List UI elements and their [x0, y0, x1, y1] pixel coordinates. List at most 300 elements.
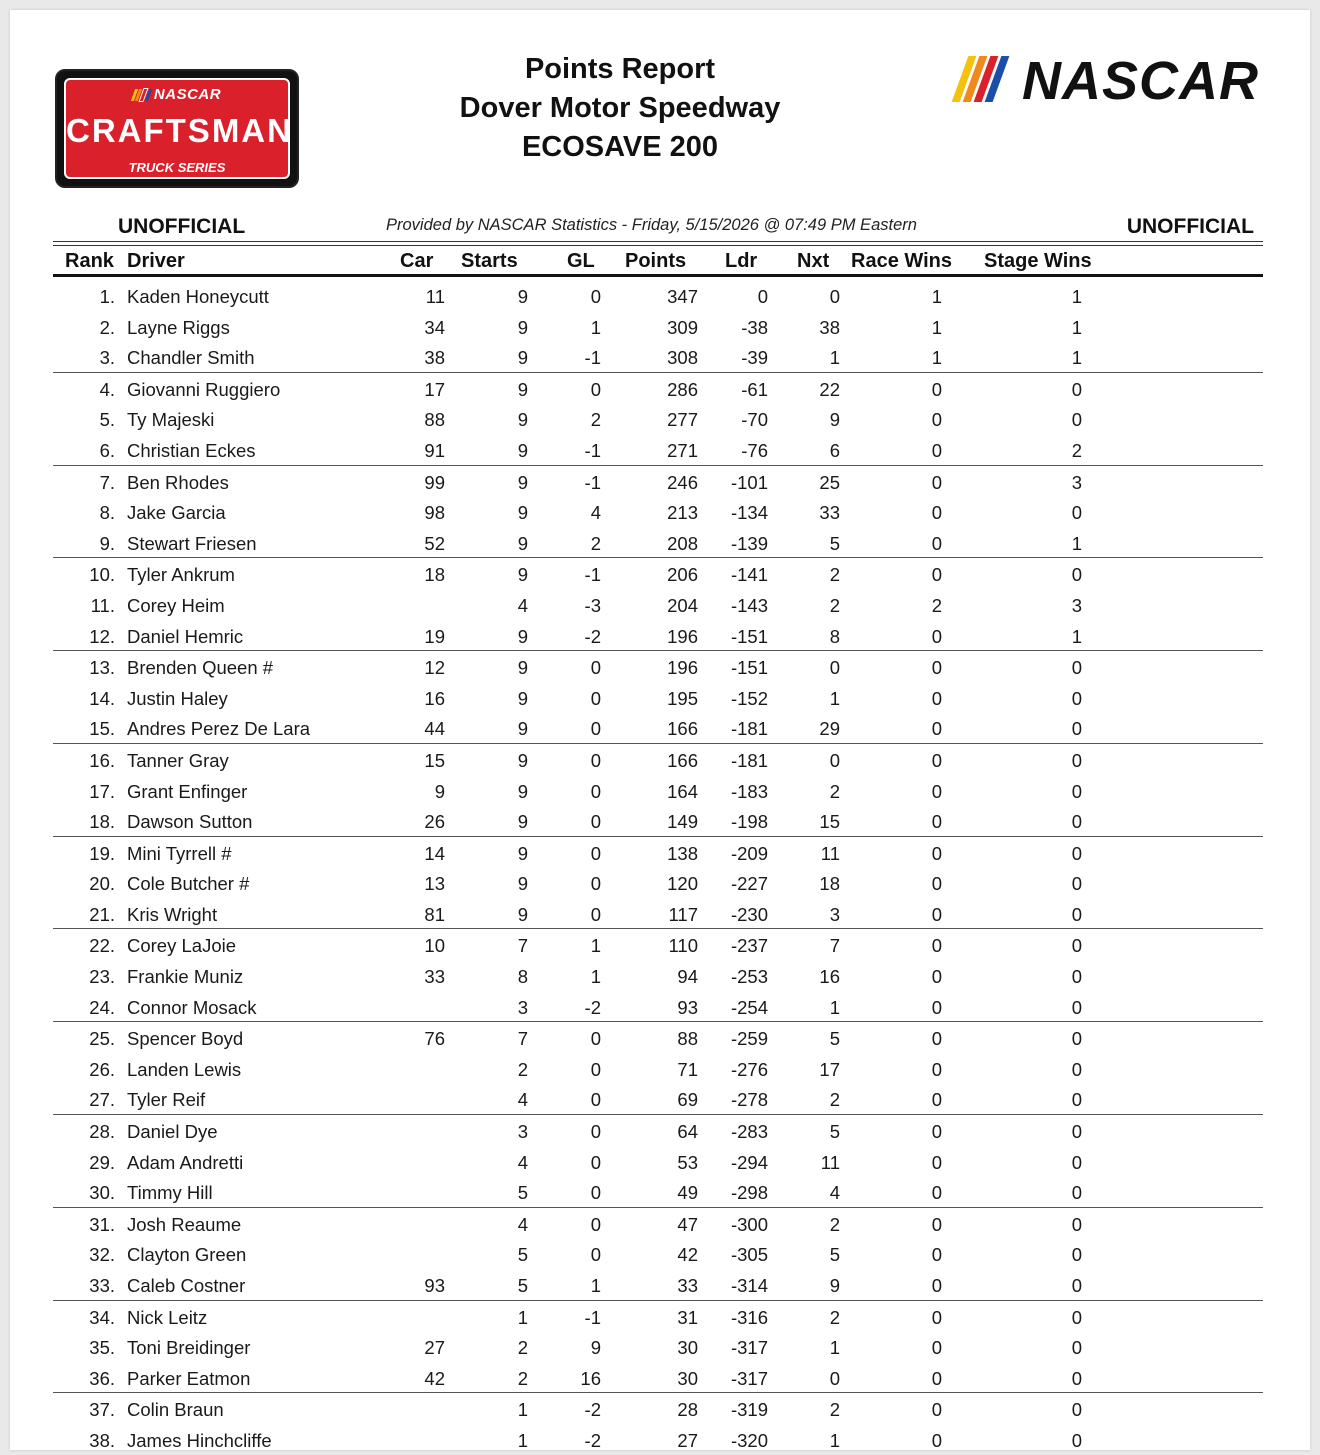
cell-nxt: 38	[819, 316, 840, 338]
cell-car: 52	[424, 532, 445, 554]
cell-rank: 18.	[89, 811, 115, 833]
cell-stage-wins: 0	[1071, 1058, 1082, 1080]
cell-starts: 1	[517, 1306, 528, 1328]
cell-race-wins: 0	[931, 749, 942, 771]
cell-points: 277	[667, 409, 698, 431]
cell-gl: 0	[590, 687, 601, 709]
cell-points: 196	[667, 625, 698, 647]
cell-rank: 15.	[89, 718, 115, 740]
table-row	[53, 1301, 1263, 1332]
cell-race-wins: 0	[931, 439, 942, 461]
cell-driver: Christian Eckes	[127, 439, 256, 461]
cell-gl: 4	[590, 502, 601, 524]
cell-starts: 5	[517, 1182, 528, 1204]
cell-rank: 4.	[99, 378, 115, 400]
cell-race-wins: 0	[931, 1028, 942, 1050]
cell-points: 213	[667, 502, 698, 524]
cell-points: 196	[667, 657, 698, 679]
cell-stage-wins: 0	[1071, 1275, 1082, 1296]
cell-stage-wins: 3	[1071, 471, 1082, 493]
cell-gl: 0	[590, 1151, 601, 1173]
cell-starts: 3	[517, 996, 528, 1018]
cell-rank: 32.	[89, 1244, 115, 1266]
header-race-wins: Race Wins	[851, 250, 952, 272]
cell-points: 195	[667, 687, 698, 709]
cell-starts: 9	[517, 502, 528, 524]
cell-points: 308	[667, 347, 698, 369]
cell-driver: Ty Majeski	[127, 409, 215, 431]
cell-race-wins: 0	[931, 1399, 942, 1421]
cell-driver: Dawson Sutton	[127, 811, 253, 833]
divider	[53, 241, 1263, 242]
cell-stage-wins: 1	[1071, 286, 1082, 307]
cell-nxt: 11	[820, 842, 840, 864]
cell-car: 14	[424, 842, 445, 864]
cell-stage-wins: 0	[1071, 1089, 1082, 1111]
table-row	[53, 341, 1263, 373]
cell-race-wins: 1	[931, 347, 942, 369]
cell-car: 12	[424, 657, 445, 679]
cell-gl: -1	[584, 564, 601, 586]
cell-starts: 9	[517, 873, 528, 895]
cell-ldr: -300	[730, 1213, 768, 1235]
cell-car: 98	[424, 502, 445, 524]
table-row	[53, 496, 1263, 527]
cell-gl: 2	[590, 409, 601, 431]
report-title	[390, 50, 850, 167]
cell-rank: 9.	[99, 532, 115, 554]
cell-nxt: 1	[829, 1429, 840, 1451]
cell-nxt: 1	[829, 687, 840, 709]
cell-rank: 31.	[89, 1213, 115, 1235]
cell-ldr: -181	[730, 749, 768, 771]
cell-starts: 9	[517, 286, 528, 307]
cell-starts: 9	[517, 842, 528, 864]
cell-race-wins: 0	[931, 1058, 942, 1080]
cell-ldr: -152	[730, 687, 768, 709]
cell-starts: 9	[517, 439, 528, 461]
cell-starts: 5	[517, 1275, 528, 1296]
table-row	[53, 775, 1263, 806]
cell-starts: 4	[517, 1213, 528, 1235]
cell-gl: 1	[590, 935, 601, 957]
cell-car: 11	[425, 286, 445, 307]
cell-ldr: -134	[730, 502, 768, 524]
cell-race-wins: 0	[931, 842, 942, 864]
cell-points: 42	[677, 1244, 698, 1266]
cell-points: 53	[677, 1151, 698, 1173]
cell-stage-wins: 0	[1071, 1244, 1082, 1266]
cell-gl: -1	[584, 347, 601, 369]
cell-driver: Corey Heim	[127, 594, 225, 616]
cell-ldr: -253	[730, 966, 768, 988]
craftsman-truck-series-logo	[55, 69, 299, 188]
cell-ldr: -70	[741, 409, 768, 431]
cell-gl: -1	[584, 439, 601, 461]
cell-gl: 0	[590, 718, 601, 740]
cell-ldr: -181	[730, 718, 768, 740]
cell-driver: Jake Garcia	[127, 502, 226, 524]
cell-points: 27	[677, 1429, 698, 1451]
cell-stage-wins: 0	[1071, 657, 1082, 679]
header-points: Points	[625, 250, 687, 272]
logo-truck-series-text: TRUCK SERIES	[128, 160, 226, 175]
cell-rank: 24.	[89, 996, 115, 1018]
cell-driver: Ben Rhodes	[127, 471, 229, 493]
title-line-2: Dover Motor Speedway	[459, 92, 781, 124]
cell-points: 30	[677, 1367, 698, 1389]
cell-car: 27	[424, 1337, 445, 1359]
cell-points: 120	[667, 873, 698, 895]
cell-nxt: 9	[829, 409, 840, 431]
cell-race-wins: 0	[931, 1429, 942, 1451]
cell-points: 64	[677, 1121, 698, 1143]
logo-nascar-text: NASCAR	[66, 86, 288, 103]
cell-gl: 0	[590, 811, 601, 833]
cell-nxt: 5	[829, 1121, 840, 1143]
cell-starts: 9	[517, 903, 528, 925]
unofficial-label-left: UNOFFICIAL	[118, 215, 246, 238]
cell-rank: 20.	[89, 873, 115, 895]
cell-ldr: -139	[730, 532, 768, 554]
cell-stage-wins: 2	[1071, 439, 1082, 461]
table-row	[53, 682, 1263, 713]
cell-driver: Justin Haley	[127, 687, 228, 709]
nascar-logo	[960, 50, 1260, 111]
cell-race-wins: 0	[931, 935, 942, 957]
header-ldr: Ldr	[725, 250, 758, 272]
cell-car: 26	[424, 811, 445, 833]
cell-stage-wins: 3	[1071, 594, 1082, 616]
cell-car: 93	[424, 1275, 445, 1296]
cell-ldr: -259	[730, 1028, 768, 1050]
cell-nxt: 15	[819, 811, 840, 833]
cell-stage-wins: 0	[1071, 564, 1082, 586]
cell-points: 164	[667, 780, 698, 802]
cell-race-wins: 0	[931, 378, 942, 400]
cell-nxt: 2	[829, 1213, 840, 1235]
cell-starts: 5	[517, 1244, 528, 1266]
cell-stage-wins: 0	[1071, 1213, 1082, 1235]
cell-stage-wins: 0	[1071, 1429, 1082, 1451]
cell-gl: 0	[590, 378, 601, 400]
cell-points: 94	[677, 966, 698, 988]
cell-points: 30	[677, 1337, 698, 1359]
cell-gl: 0	[590, 1028, 601, 1050]
cell-ldr: -298	[730, 1182, 768, 1204]
cell-driver: Adam Andretti	[127, 1151, 244, 1173]
cell-race-wins: 0	[931, 996, 942, 1018]
cell-rank: 10.	[89, 564, 115, 586]
cell-starts: 9	[517, 532, 528, 554]
table-row	[53, 527, 1263, 559]
cell-stage-wins: 0	[1071, 687, 1082, 709]
cell-driver: James Hinchcliffe	[127, 1429, 272, 1451]
cell-driver: Kris Wright	[127, 903, 218, 925]
cell-driver: Colin Braun	[127, 1399, 224, 1421]
cell-starts: 9	[517, 718, 528, 740]
cell-points: 31	[677, 1306, 698, 1328]
cell-starts: 1	[517, 1399, 528, 1421]
cell-rank: 11.	[90, 594, 115, 616]
report-page	[10, 10, 1310, 1450]
cell-ldr: -294	[730, 1151, 768, 1173]
cell-nxt: 5	[829, 532, 840, 554]
cell-points: 166	[667, 718, 698, 740]
cell-rank: 28.	[89, 1121, 115, 1143]
cell-starts: 4	[517, 1089, 528, 1111]
cell-rank: 37.	[89, 1399, 115, 1421]
cell-race-wins: 0	[931, 625, 942, 647]
cell-starts: 4	[517, 1151, 528, 1173]
cell-rank: 19.	[89, 842, 115, 864]
cell-nxt: 8	[829, 625, 840, 647]
cell-nxt: 29	[819, 718, 840, 740]
cell-points: 347	[667, 286, 698, 307]
table-row	[53, 1208, 1263, 1239]
cell-rank: 16.	[89, 749, 115, 771]
cell-race-wins: 0	[931, 903, 942, 925]
table-row	[53, 1331, 1263, 1362]
cell-points: 204	[667, 594, 698, 616]
cell-nxt: 11	[820, 1151, 840, 1173]
cell-starts: 2	[517, 1337, 528, 1359]
cell-race-wins: 0	[931, 657, 942, 679]
cell-driver: Parker Eatmon	[127, 1367, 251, 1389]
nascar-stripes-icon	[960, 56, 1004, 107]
cell-gl: 0	[590, 1058, 601, 1080]
cell-nxt: 6	[829, 439, 840, 461]
cell-driver: Frankie Muniz	[127, 966, 244, 988]
logo-craftsman-text: CRAFTSMAN	[66, 112, 293, 149]
cell-rank: 3.	[99, 347, 115, 369]
title-line-3: ECOSAVE 200	[521, 131, 719, 163]
table-row	[53, 805, 1263, 837]
cell-stage-wins: 0	[1071, 1151, 1082, 1173]
cell-race-wins: 0	[931, 1306, 942, 1328]
cell-rank: 22.	[89, 935, 115, 957]
cell-rank: 36.	[89, 1367, 115, 1389]
cell-points: 93	[677, 996, 698, 1018]
cell-driver: Clayton Green	[127, 1244, 247, 1266]
unofficial-label-right: UNOFFICIAL	[1126, 215, 1254, 238]
cell-race-wins: 0	[931, 966, 942, 988]
cell-stage-wins: 1	[1071, 625, 1082, 647]
cell-rank: 17.	[89, 780, 115, 802]
cell-stage-wins: 0	[1071, 903, 1082, 925]
cell-driver: Tanner Gray	[127, 749, 229, 771]
cell-nxt: 1	[829, 996, 840, 1018]
cell-ldr: -254	[730, 996, 768, 1018]
cell-race-wins: 1	[931, 316, 942, 338]
table-row	[53, 589, 1263, 620]
cell-ldr: -38	[741, 316, 768, 338]
cell-nxt: 25	[819, 471, 840, 493]
cell-race-wins: 0	[931, 1213, 942, 1235]
table-row	[53, 867, 1263, 898]
cell-ldr: -209	[730, 842, 768, 864]
cell-driver: Kaden Honeycutt	[127, 286, 269, 307]
cell-car: 9	[434, 780, 445, 802]
table-row	[53, 1238, 1263, 1269]
cell-driver: Toni Breidinger	[127, 1337, 251, 1359]
cell-gl: 0	[590, 286, 601, 307]
cell-driver: Layne Riggs	[127, 316, 230, 338]
cell-ldr: -227	[730, 873, 768, 895]
cell-race-wins: 0	[931, 502, 942, 524]
cell-nxt: 0	[829, 749, 840, 771]
cell-nxt: 4	[829, 1182, 840, 1204]
cell-rank: 13.	[89, 657, 115, 679]
cell-rank: 7.	[99, 471, 115, 493]
cell-race-wins: 0	[931, 532, 942, 554]
table-row	[53, 1362, 1263, 1394]
cell-ldr: -143	[730, 594, 768, 616]
standings-table	[53, 280, 1263, 1455]
cell-starts: 9	[517, 378, 528, 400]
cell-starts: 4	[517, 594, 528, 616]
cell-gl: 0	[590, 1182, 601, 1204]
cell-nxt: 2	[829, 594, 840, 616]
cell-ldr: -314	[730, 1275, 768, 1296]
cell-nxt: 0	[829, 657, 840, 679]
cell-points: 117	[668, 903, 698, 925]
cell-starts: 2	[517, 1367, 528, 1389]
cell-stage-wins: 0	[1071, 873, 1082, 895]
table-row	[53, 898, 1263, 930]
cell-gl: 0	[590, 1213, 601, 1235]
cell-starts: 9	[517, 471, 528, 493]
cell-race-wins: 0	[931, 873, 942, 895]
cell-starts: 9	[517, 657, 528, 679]
cell-driver: Landen Lewis	[127, 1058, 242, 1080]
cell-rank: 8.	[99, 502, 115, 524]
cell-driver: Spencer Boyd	[127, 1028, 244, 1050]
cell-ldr: -198	[730, 811, 768, 833]
cell-gl: 0	[590, 903, 601, 925]
cell-rank: 29.	[89, 1151, 115, 1173]
cell-ldr: -61	[741, 378, 768, 400]
cell-rank: 21.	[89, 903, 115, 925]
cell-car: 42	[424, 1367, 445, 1389]
cell-car: 10	[424, 935, 445, 957]
cell-race-wins: 0	[931, 1089, 942, 1111]
cell-rank: 26.	[89, 1058, 115, 1080]
cell-race-wins: 0	[931, 811, 942, 833]
cell-stage-wins: 0	[1071, 502, 1082, 524]
cell-stage-wins: 0	[1071, 1306, 1082, 1328]
cell-race-wins: 0	[931, 1244, 942, 1266]
cell-stage-wins: 0	[1071, 780, 1082, 802]
cell-nxt: 22	[819, 378, 840, 400]
cell-gl: 0	[590, 842, 601, 864]
table-row	[53, 1176, 1263, 1208]
cell-driver: Andres Perez De Lara	[127, 718, 311, 740]
table-row	[53, 311, 1263, 342]
cell-ldr: -141	[730, 564, 768, 586]
cell-nxt: 5	[829, 1244, 840, 1266]
cell-race-wins: 0	[931, 471, 942, 493]
cell-car: 15	[424, 749, 445, 771]
header-rank: Rank	[65, 250, 114, 272]
cell-starts: 7	[517, 1028, 528, 1050]
cell-ldr: -276	[730, 1058, 768, 1080]
cell-driver: Timmy Hill	[127, 1182, 213, 1204]
table-row	[53, 1393, 1263, 1424]
cell-rank: 34.	[89, 1306, 115, 1328]
cell-car: 38	[424, 347, 445, 369]
cell-gl: -1	[584, 1306, 601, 1328]
cell-nxt: 1	[829, 347, 840, 369]
cell-rank: 2.	[99, 316, 115, 338]
cell-points: 166	[667, 749, 698, 771]
table-row	[53, 991, 1263, 1023]
table-row	[53, 960, 1263, 991]
table-row	[53, 1115, 1263, 1146]
cell-race-wins: 0	[931, 409, 942, 431]
cell-gl: 16	[580, 1367, 601, 1389]
header-car: Car	[400, 250, 434, 272]
header-gl: GL	[567, 250, 595, 272]
cell-car: 17	[424, 378, 445, 400]
cell-race-wins: 0	[931, 718, 942, 740]
header-stage-wins: Stage Wins	[984, 250, 1092, 272]
cell-stage-wins: 0	[1071, 1028, 1082, 1050]
cell-race-wins: 0	[931, 1151, 942, 1173]
cell-rank: 38.	[89, 1429, 115, 1451]
cell-rank: 27.	[89, 1089, 115, 1111]
cell-ldr: -283	[730, 1121, 768, 1143]
divider	[53, 245, 1263, 246]
cell-ldr: -316	[730, 1306, 768, 1328]
cell-points: 286	[667, 378, 698, 400]
cell-points: 88	[677, 1028, 698, 1050]
cell-ldr: -151	[730, 657, 768, 679]
cell-points: 149	[667, 811, 698, 833]
title-line-1: Points Report	[524, 53, 716, 85]
cell-points: 206	[667, 564, 698, 586]
cell-driver: Caleb Costner	[127, 1275, 246, 1296]
table-row	[53, 1424, 1263, 1455]
cell-rank: 1.	[99, 286, 115, 307]
cell-driver: Grant Enfinger	[127, 780, 248, 802]
cell-nxt: 18	[819, 873, 840, 895]
cell-car: 34	[424, 316, 445, 338]
cell-ldr: -305	[730, 1244, 768, 1266]
cell-ldr: -230	[730, 903, 768, 925]
cell-car: 88	[424, 409, 445, 431]
cell-car: 33	[424, 966, 445, 988]
cell-points: 28	[677, 1399, 698, 1421]
cell-race-wins: 2	[931, 594, 942, 616]
cell-gl: 0	[590, 1244, 601, 1266]
cell-ldr: -278	[730, 1089, 768, 1111]
cell-rank: 25.	[89, 1028, 115, 1050]
cell-starts: 7	[517, 935, 528, 957]
cell-driver: Connor Mosack	[127, 996, 257, 1018]
cell-gl: 9	[590, 1337, 601, 1359]
cell-gl: 0	[590, 780, 601, 802]
cell-race-wins: 0	[931, 687, 942, 709]
table-row	[53, 403, 1263, 434]
cell-stage-wins: 1	[1071, 347, 1082, 369]
cell-driver: Corey LaJoie	[127, 935, 237, 957]
table-row	[53, 466, 1263, 497]
table-row	[53, 1083, 1263, 1115]
cell-stage-wins: 0	[1071, 1182, 1082, 1204]
cell-ldr: -101	[730, 471, 768, 493]
cell-points: 71	[677, 1058, 698, 1080]
